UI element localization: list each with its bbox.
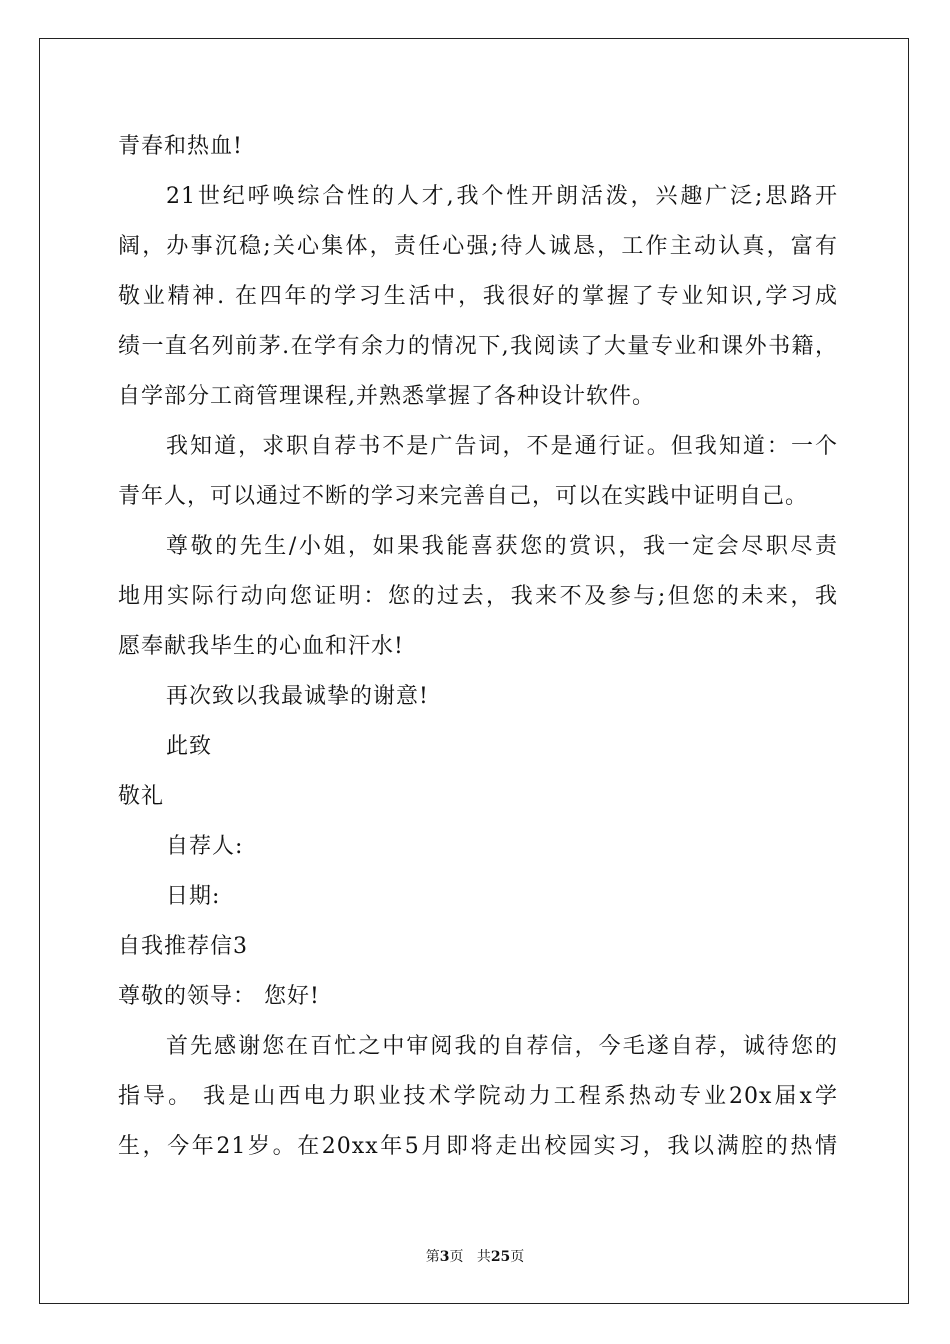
text-line: 首先感谢您在百忙之中审阅我的自荐信，今毛遂自荐，诚待您的: [166, 1034, 838, 1059]
total-pages: 25: [490, 1249, 511, 1265]
text-line: 自学部分工商管理课程,并熟悉掌握了各种设计软件。: [118, 384, 655, 409]
text-line: 敬业精神. 在四年的学习生活中，我很好的掌握了专业知识,学习成: [118, 284, 838, 309]
text-line: 此致: [166, 734, 213, 759]
text-line: 我知道，求职自荐书不是广告词，不是通行证。但我知道：一个: [166, 434, 838, 459]
salutation: 尊敬的领导： 您好!: [118, 984, 320, 1009]
total-suffix: 页: [510, 1249, 525, 1265]
section-heading: 自我推荐信3: [118, 934, 248, 959]
document-body: [118, 127, 838, 1177]
text-line: 自荐人:: [166, 834, 244, 859]
text-line: 尊敬的先生/小姐，如果我能喜获您的赏识，我一定会尽职尽责: [166, 534, 838, 559]
text-line: 青春和热血!: [118, 134, 243, 159]
text-line: 敬礼: [118, 784, 165, 809]
text-line: 阔，办事沉稳;关心集体，责任心强;待人诚恳，工作主动认真，富有: [118, 234, 838, 259]
page-number: 3: [439, 1249, 450, 1265]
text-line: 愿奉献我毕生的心血和汗水!: [118, 634, 404, 659]
text-line: 生，今年21岁。在20xx年5月即将走出校园实习，我以满腔的热情: [118, 1134, 838, 1159]
page-suffix: 页: [449, 1249, 464, 1265]
text-line: 日期:: [166, 884, 221, 909]
page-prefix: 第: [425, 1249, 440, 1265]
total-prefix: 共: [476, 1249, 491, 1265]
text-line: 青年人，可以通过不断的学习来完善自己，可以在实践中证明自己。: [118, 484, 809, 509]
text-line: 再次致以我最诚挚的谢意!: [166, 684, 429, 709]
text-line: 地用实际行动向您证明：您的过去，我来不及参与;但您的未来，我: [118, 584, 838, 609]
page-footer: [0, 1246, 950, 1266]
text-line: 21世纪呼唤综合性的人才,我个性开朗活泼，兴趣广泛;思路开: [166, 184, 838, 209]
text-line: 指导。 我是山西电力职业技术学院动力工程系热动专业20x届x学: [118, 1084, 838, 1109]
text-line: 绩一直名列前茅.在学有余力的情况下,我阅读了大量专业和课外书籍，: [118, 334, 838, 359]
